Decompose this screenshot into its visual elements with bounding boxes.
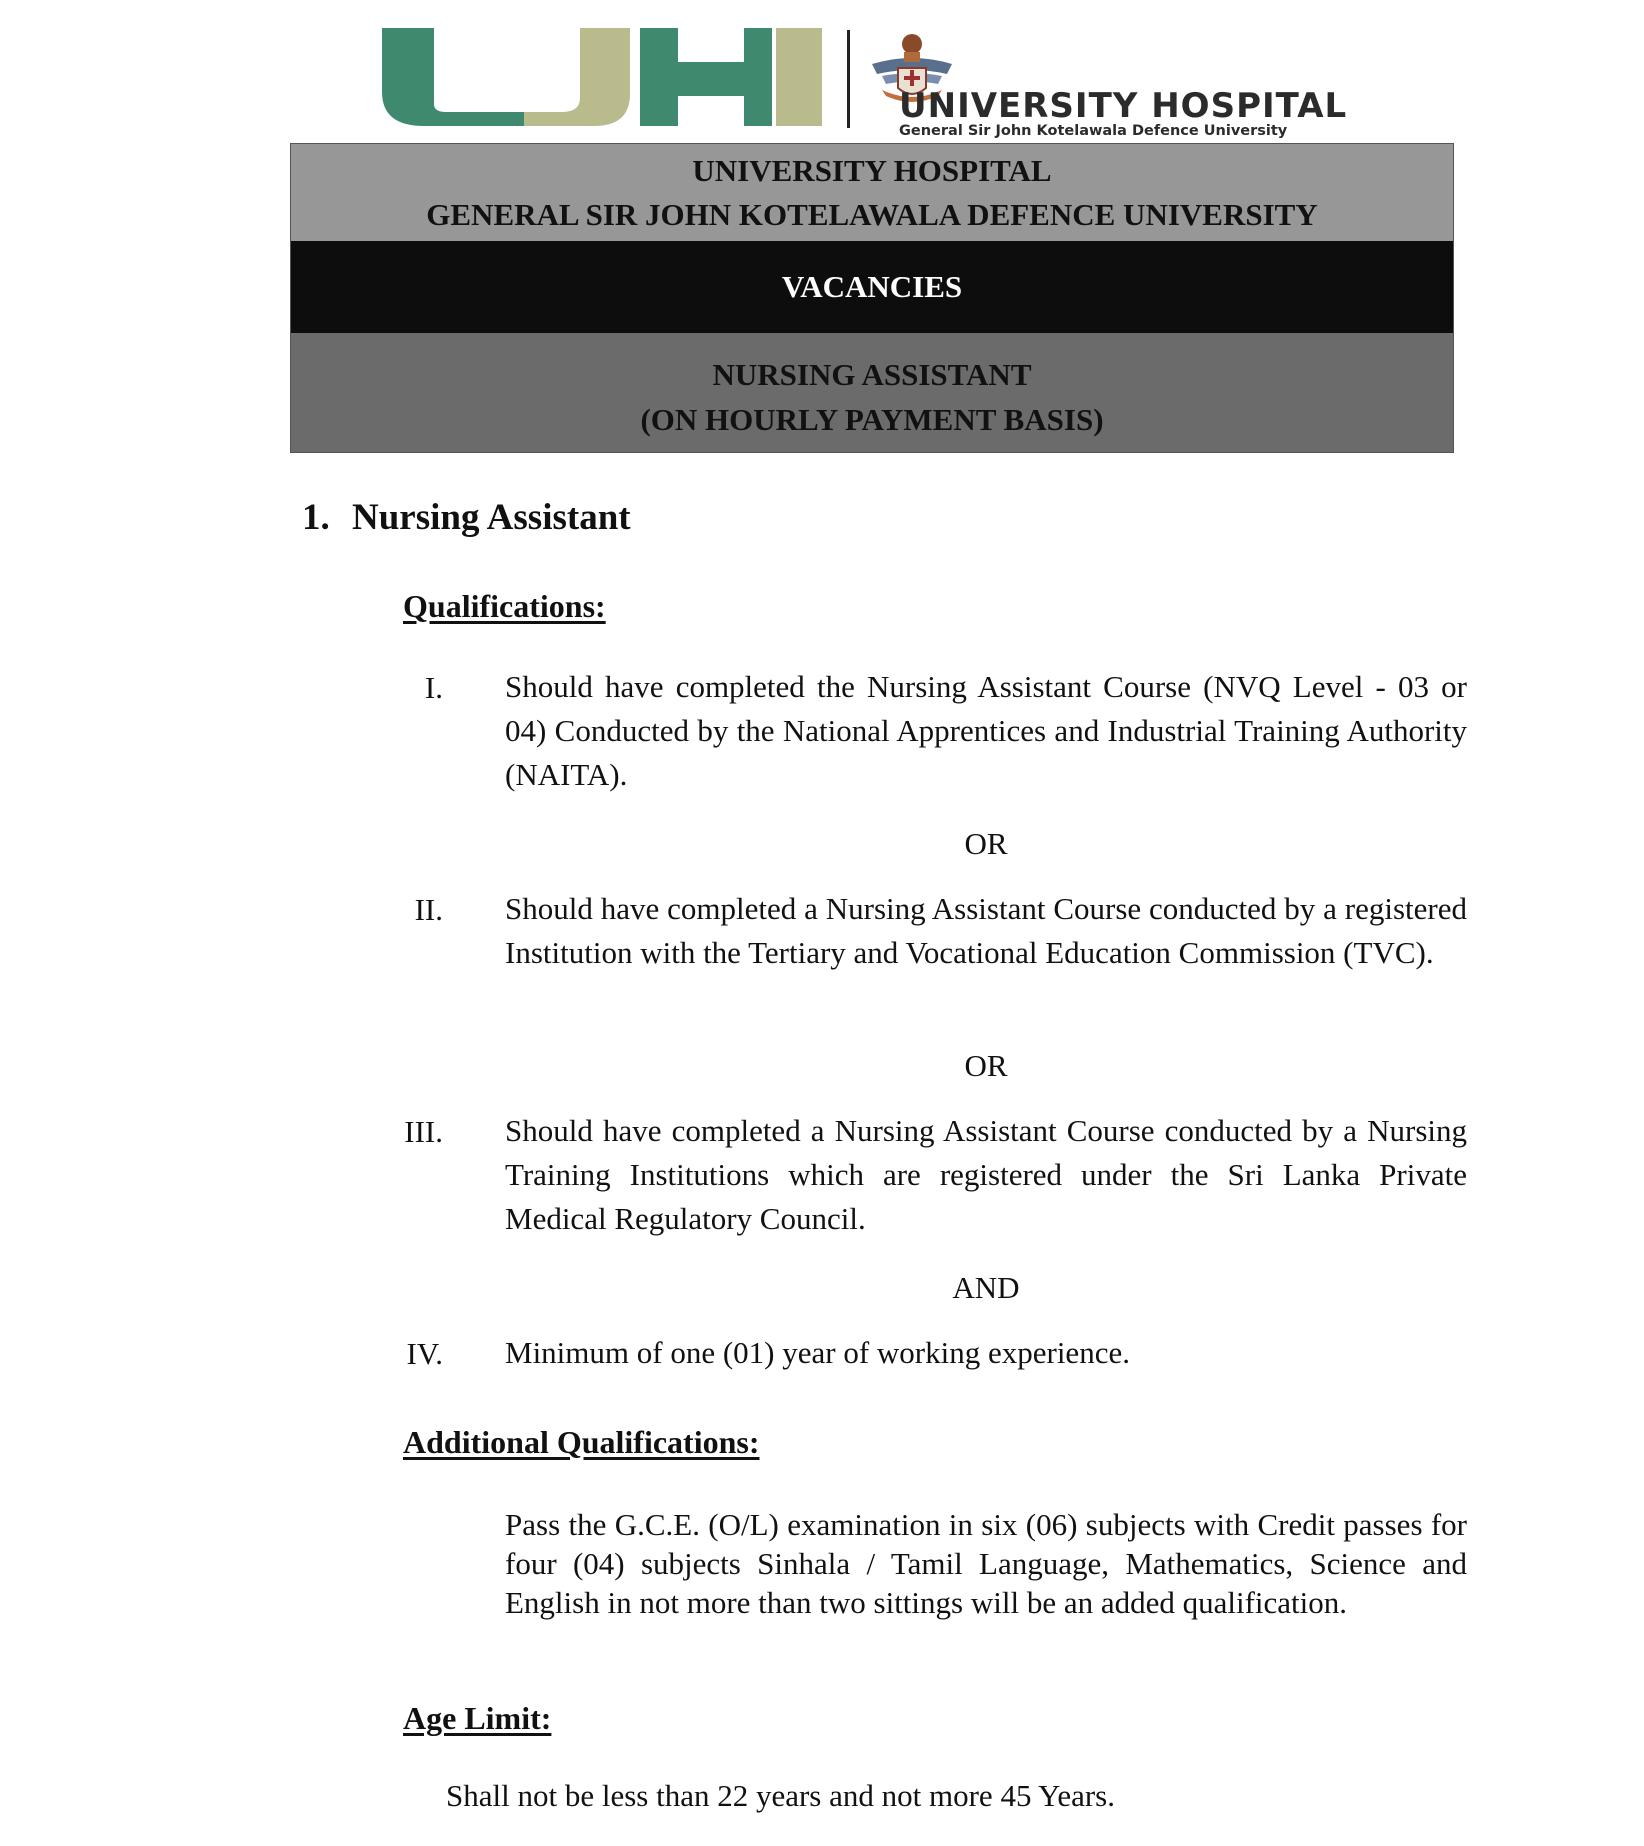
logo-cross-icon — [640, 28, 772, 126]
logo-u-dark-icon — [382, 28, 524, 126]
org-name-line1: UNIVERSITY HOSPITAL — [692, 152, 1052, 188]
qualification-numeral: II. — [414, 892, 443, 927]
vacancy-header-box — [290, 143, 1454, 453]
qualification-item-text: Should have completed the Nursing Assistant Course (NVQ Level - 03 or 04) Conducted by the National Apprentices and Industrial Training Authority (NAITA). — [505, 669, 1467, 792]
post-title-line2: (ON HOURLY PAYMENT BASIS) — [640, 401, 1104, 437]
section-title: Nursing Assistant — [352, 497, 631, 538]
additional-qualifications-text: Pass the G.C.E. (O/L) examination in six (06) subjects with Credit passes for four (04) subjects Sinhala / Tamil Language, Mathematics, Science and English in not more than two sittings will be an added qualification. — [505, 1507, 1467, 1620]
section-heading — [302, 496, 631, 539]
vacancies-label: VACANCIES — [781, 269, 963, 304]
qualification-item-text: Should have completed a Nursing Assistant Course conducted by a registered Institution with the Tertiary and Vocational Education Commission (TVC). — [505, 891, 1467, 970]
org-name-line2: GENERAL SIR JOHN KOTELAWALA DEFENCE UNIVERSITY — [426, 196, 1318, 232]
qualification-numeral: IV. — [406, 1336, 443, 1371]
qualification-numeral: I. — [424, 670, 443, 705]
hospital-logo — [372, 22, 1392, 139]
post-title-band — [291, 333, 1453, 452]
post-title-line1: NURSING ASSISTANT — [712, 356, 1032, 392]
logo-subtitle: General Sir John Kotelawala Defence University — [899, 123, 1288, 139]
logo-h-light-icon — [776, 28, 822, 126]
age-limit-text: Shall not be less than 22 years and not more 45 Years. — [446, 1778, 1115, 1813]
logo-divider — [847, 30, 850, 128]
qualification-item-text: Should have completed a Nursing Assistant Course conducted by a Nursing Training Institutions which are registered under the Sri Lanka Private Medical Regulatory Council. — [505, 1113, 1467, 1236]
qualifications-heading: Qualifications: — [403, 588, 606, 624]
vacancies-banner — [291, 241, 1453, 333]
qualification-numeral: III. — [404, 1114, 443, 1149]
logo-u-light-icon — [524, 28, 630, 126]
connector-or: OR — [964, 1048, 1008, 1083]
connector-or: OR — [964, 826, 1008, 861]
logo-title: UNIVERSITY HOSPITAL — [899, 86, 1348, 126]
qualification-item-text: Minimum of one (01) year of working experience. — [505, 1335, 1130, 1370]
additional-qualifications-heading: Additional Qualifications: — [403, 1424, 760, 1460]
age-limit-heading: Age Limit: — [403, 1700, 552, 1736]
organization-band — [291, 144, 1453, 241]
section-number: 1. — [302, 497, 330, 538]
connector-and: AND — [952, 1270, 1020, 1305]
